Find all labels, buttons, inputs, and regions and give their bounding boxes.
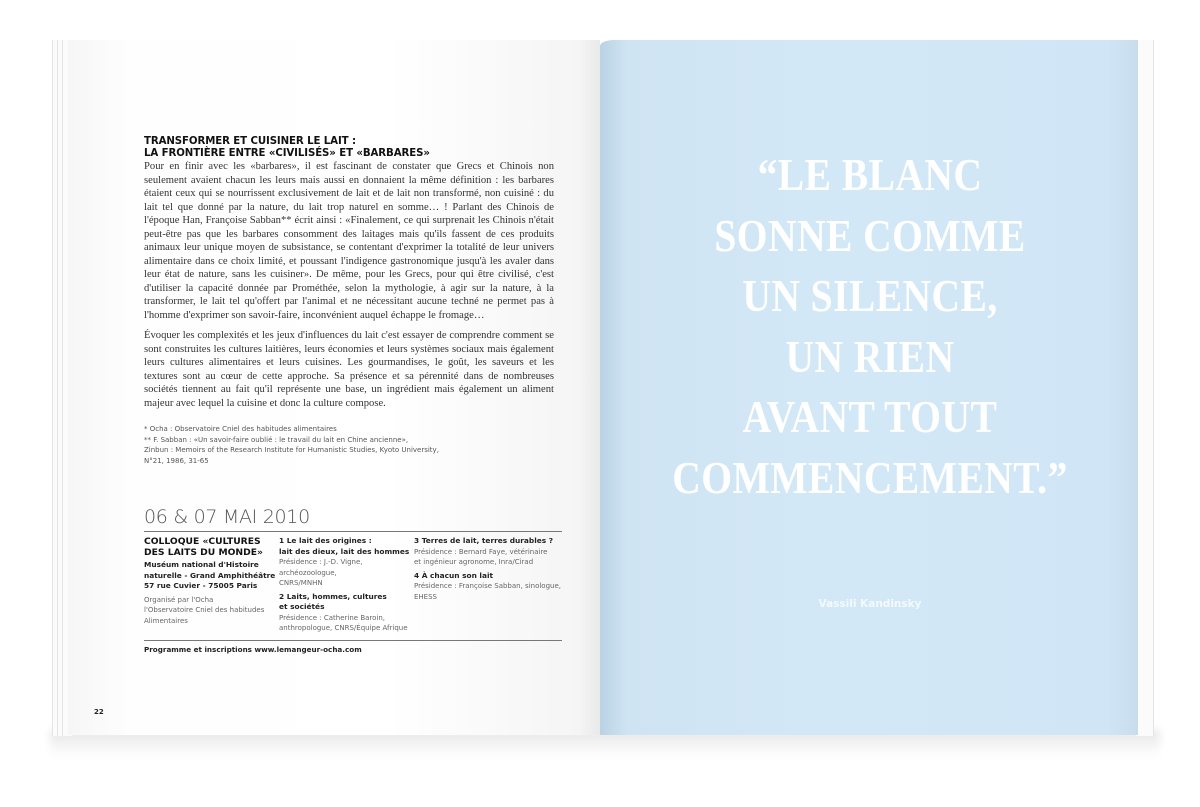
quote-line: SONNE COMME xyxy=(714,209,1026,261)
session-title: 1 Le lait des origines : xyxy=(279,536,372,545)
session-title: 4 À chacun son lait xyxy=(414,570,494,580)
session-title: et sociétés xyxy=(279,602,325,611)
article-paragraph: Évoquer les complexités et les jeux d'influences du lait c'est essayer de comprendre comment se sont construites les cultures laitières, leurs économies et leurs systèmes sociaux mais également leurs cultures alimentaires et leurs cuisines. Les gourmandises, le goût, les saveurs et les textures sont au cœur de cette approche. Sa présence et sa pérennité dans de nombreuses sociétés tiennent au fait qu'il représente une base, un ingrédient mais également un aliment majeur avec lequel la cuisine et donc la culture compose. xyxy=(144,330,554,409)
footnotes xyxy=(144,424,554,466)
session xyxy=(414,571,562,603)
session-title: 3 Terres de lait, terres durables ? xyxy=(414,536,554,545)
venue-line: 57 rue Cuvier - 75005 Paris xyxy=(144,581,258,590)
quote-line: AVANT TOUT xyxy=(742,391,998,442)
sessions-column xyxy=(414,536,562,634)
session-title: 2 Laits, hommes, cultures xyxy=(279,591,387,601)
venue xyxy=(144,560,279,592)
session-title: lait des dieux, lait des hommes xyxy=(279,546,410,556)
quote-line: COMMENCEMENT.” xyxy=(672,451,1068,503)
event-columns xyxy=(144,536,562,634)
session-chair: Présidence : J.-D. Vigne, archéozoologue, xyxy=(279,558,363,577)
footnote: ** F. Sabban : «Un savoir-faire oublié : le travail du lait en Chine ancienne», xyxy=(144,435,409,444)
page-number: 22 xyxy=(94,708,104,716)
footnote: Zinbun : Memoirs of the Research Institute for Humanistic Studies, Kyoto University, xyxy=(144,446,439,454)
event-info-column xyxy=(144,536,279,634)
page-edge-right xyxy=(1146,40,1154,736)
sessions-column xyxy=(279,536,414,634)
colloque-title xyxy=(144,536,279,558)
left-page xyxy=(68,40,600,735)
quote-line: UN SILENCE, xyxy=(742,270,998,321)
session xyxy=(279,536,414,589)
session-chair: Présidence : Françoise Sabban, sinologue, xyxy=(414,582,561,590)
article xyxy=(144,136,554,466)
event-box xyxy=(144,506,562,654)
article-title-line: LA FRONTIÈRE ENTRE «CIVILISÉS» ET «BARBARES» xyxy=(144,148,430,159)
venue-line: naturelle - Grand Amphithéâtre xyxy=(144,570,276,580)
session-chair: anthropologue, CNRS/Équipe Afrique xyxy=(279,624,408,632)
article-paragraph: Pour en finir avec les «barbares», il est fascinant de constater que Grecs et Chinois non seulement avaient chacun les leurs mais aussi en donnaient la même définition : les barbares étaient ceux qui se nourrissent exclusivement de lait et de lait non transformé, non cuisiné : du lait tel que donné par la nature, du lait trop naturel en somme… ! Parlant des Chinois de l'époque Han, Françoise Sabban** écrit ainsi : «Finalement, ce qui surprenait les Chinois n'était peut-être pas que les barbares consomment des laitages mais qu'ils fassent de ces produits animaux leur unique moyen de subsistance, se contentant d'exprimer la totalité de leur univers alimentaire dans ce choix limité, et poussant l'indigence gastronomique jusqu'à les avaler dans leur état de nature, sans les cuisiner». De même, pour les Grecs, pour qui être civilisé, c'est d'utiliser la capacité donnée par Prométhée, selon la mythologie, à agir sur la nature, à la transformer, le lait tel qu'offert par l'animal et ne nécessitant aucune techné ne permet pas à l'homme d'exprimer son savoir-faire, inconvénient auquel échappe le fromage… xyxy=(144,161,554,321)
session-chair: EHESS xyxy=(414,592,437,601)
article-title-line: TRANSFORMER ET CUISINER LE LAIT : xyxy=(144,136,356,147)
session xyxy=(414,536,562,568)
session-chair: CNRS/MNHN xyxy=(279,579,323,587)
session-chair: Présidence : Bernard Faye, vétérinaire xyxy=(414,547,548,556)
session-chair: Présidence : Catherine Baroin, xyxy=(279,613,386,622)
footnote: N°21, 1986, 31-65 xyxy=(144,456,209,465)
colloque-title-line: COLLOQUE «CULTURES xyxy=(144,536,261,547)
organizer xyxy=(144,595,279,627)
session-chair: et ingénieur agronome, Inra/Cirad xyxy=(414,558,534,566)
divider xyxy=(144,640,562,641)
venue-line: Muséum national d'Histoire xyxy=(144,560,259,569)
event-date: 06 & 07 MAI 2010 xyxy=(144,506,310,528)
quote-line: UN RIEN xyxy=(785,330,955,382)
quote-author: Vassili Kandinsky xyxy=(818,598,922,610)
organizer-line: Alimentaires xyxy=(144,616,188,625)
organizer-line: Organisé par l'Ocha xyxy=(144,595,214,604)
session xyxy=(279,592,414,634)
program-info: Programme et inscriptions www.lemangeur-ocha.com xyxy=(144,644,362,654)
divider xyxy=(144,531,562,532)
article-title xyxy=(144,136,554,160)
organizer-line: l'Observatoire Cniel des habitudes xyxy=(144,606,265,614)
quote-line: “LE BLANC xyxy=(757,149,983,200)
footnote: * Ocha : Observatoire Cniel des habitudes alimentaires xyxy=(144,425,337,433)
pull-quote xyxy=(646,145,1093,508)
colloque-title-line: DES LAITS DU MONDE» xyxy=(144,547,263,558)
